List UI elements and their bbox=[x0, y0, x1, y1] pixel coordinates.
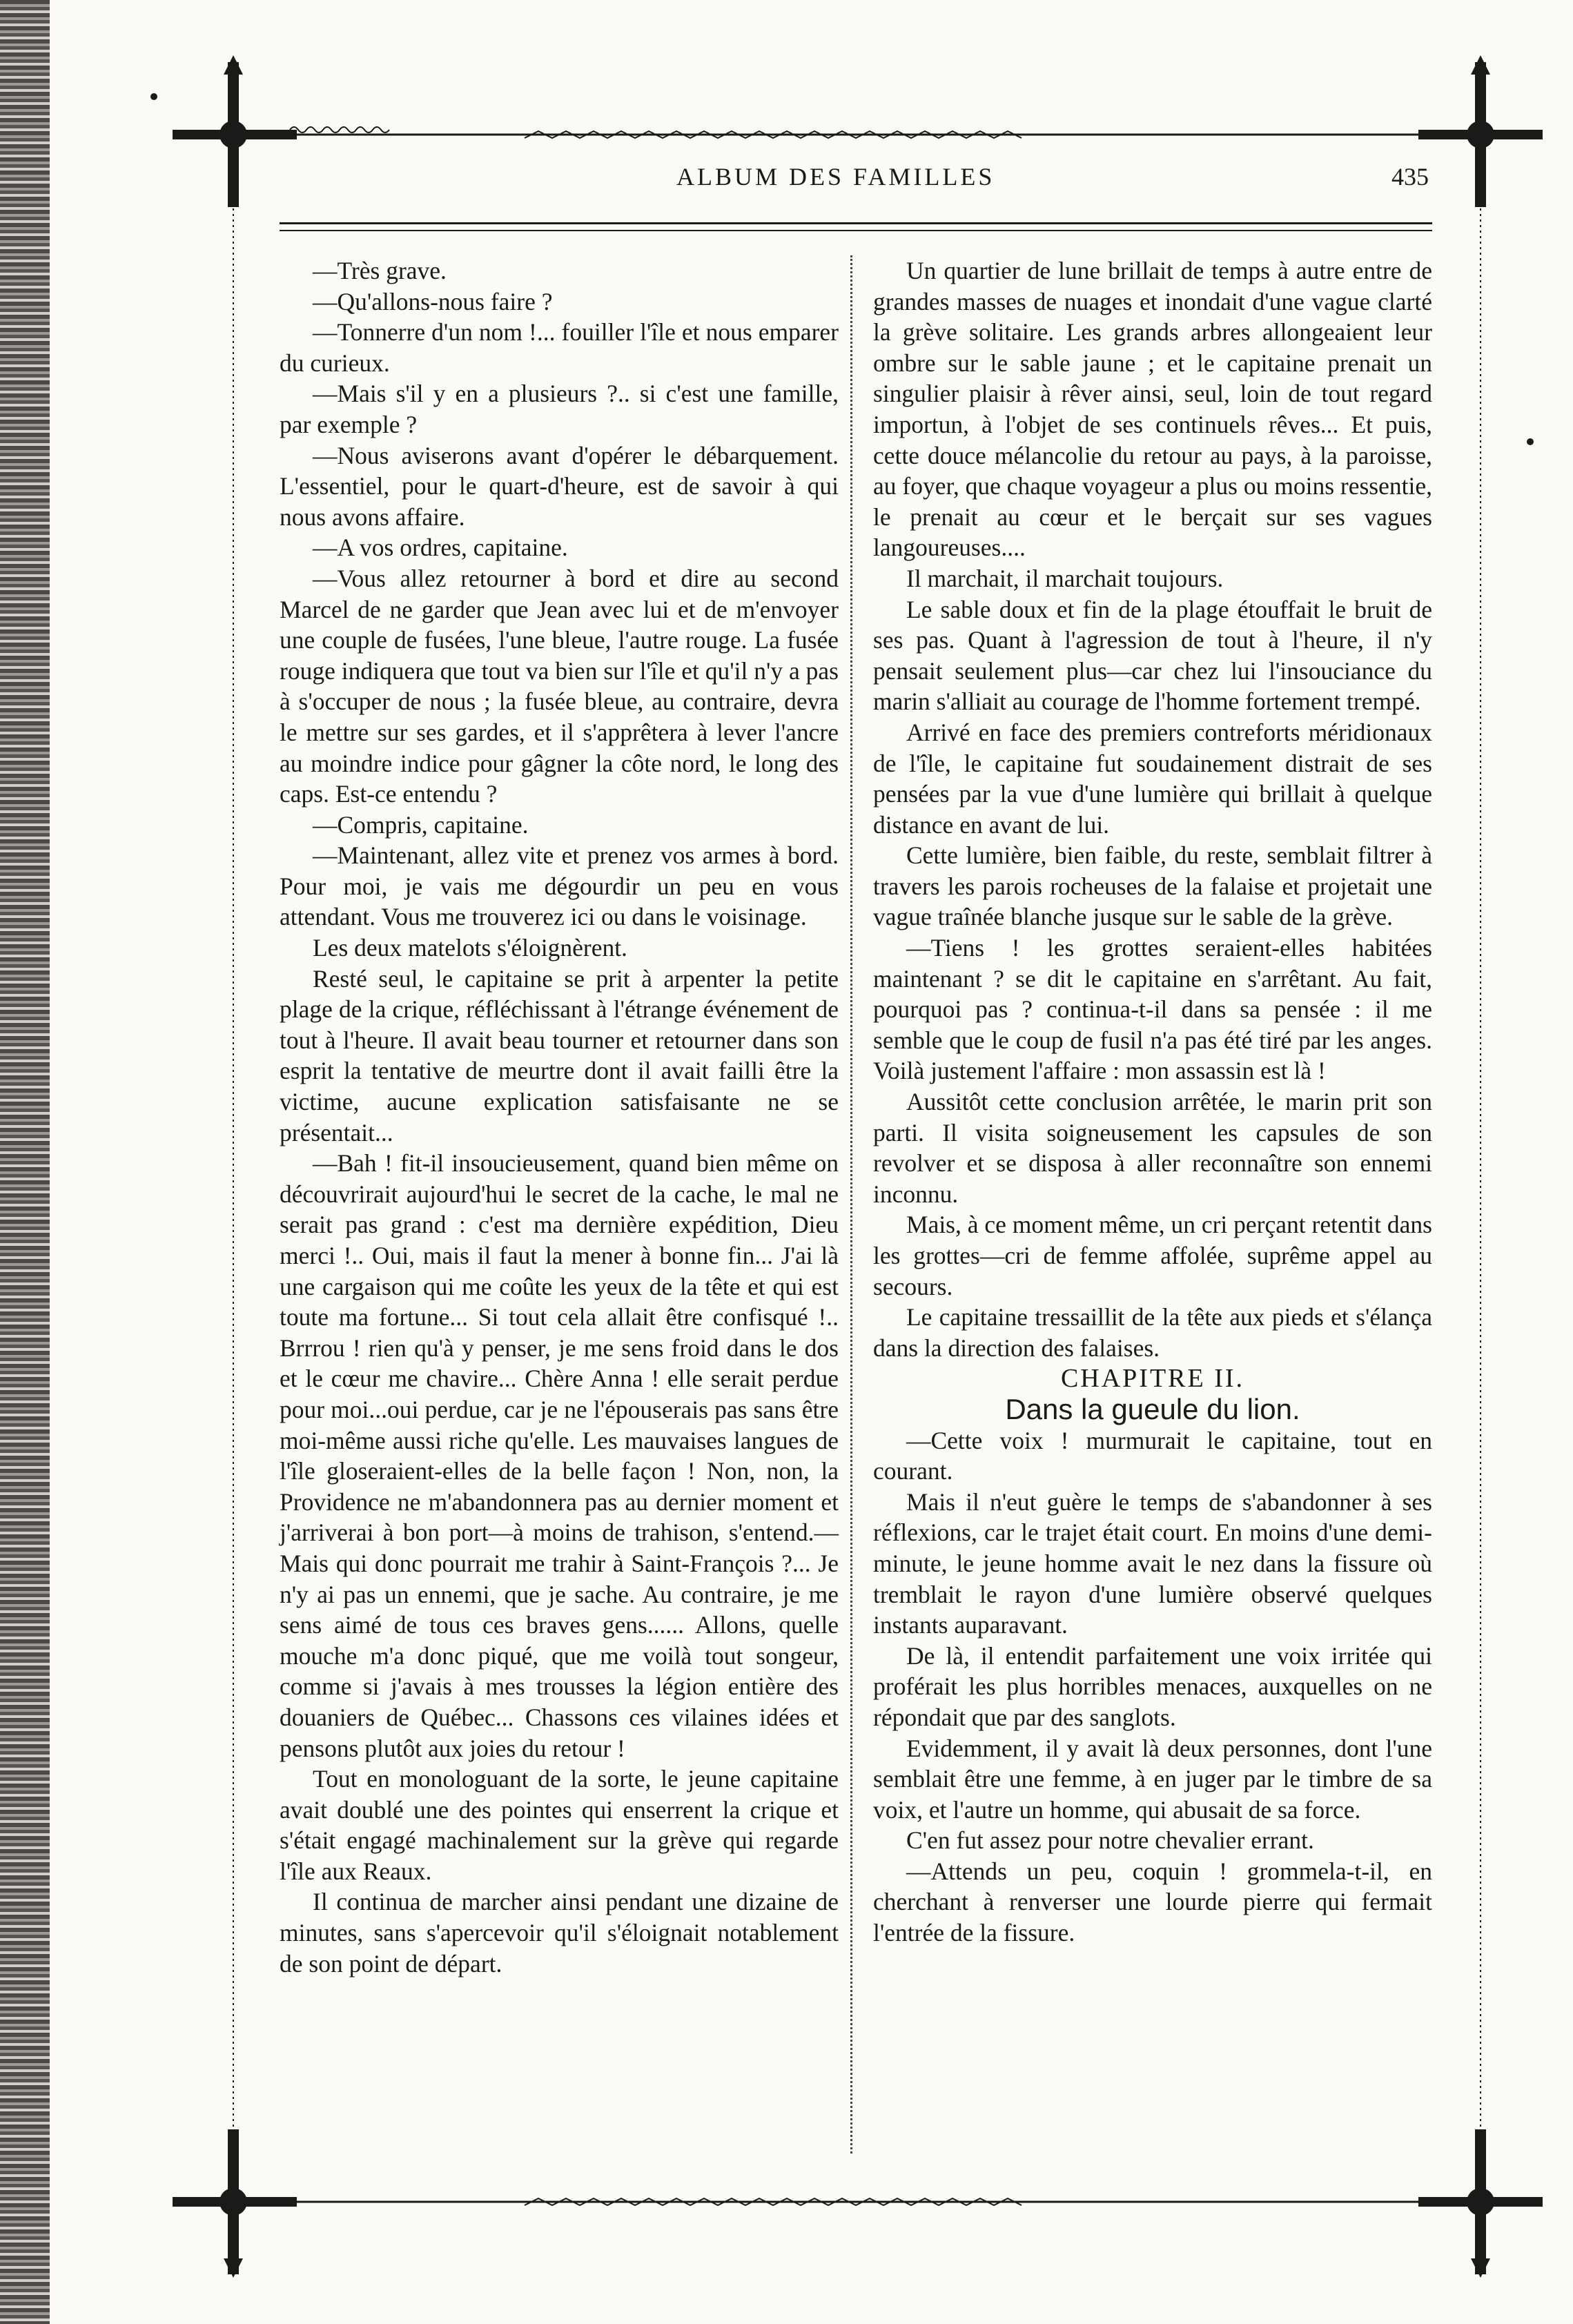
right-column bbox=[873, 255, 1432, 1949]
paragraph: Aussitôt cette conclusion arrêtée, le marin prit son parti. Il visita soigneusement les capsules de son revolver et se disposa à aller reconnaître son ennemi inconnu. bbox=[873, 1088, 1432, 1208]
paragraph: —Vous allez retourner à bord et dire au second Marcel de ne garder que Jean avec lui et de m'envoyer une couple de fusées, l'une bleue, l'autre rouge. La fusée rouge indiquera que tout va bien sur l'île et qu'il n'y a pas à s'occuper de nous ; la fusée bleue, au contraire, devra le mettre sur ses gardes, et il s'apprêtera à lever l'ancre au moindre indice pour gâgner la côte nord, le long des caps. Est-ce entendu ? bbox=[280, 564, 839, 808]
margin-dot bbox=[1527, 438, 1534, 445]
paragraph: Le capitaine tressaillit de la tête aux pieds et s'élança dans la direction des falaises. bbox=[873, 1303, 1432, 1362]
page-number: 435 bbox=[1391, 163, 1429, 191]
paragraph: Evidemment, il y avait là deux personnes, dont l'une semblait être une femme, à en juger par le timbre de sa voix, et l'autre un homme, qui abusait de sa force. bbox=[873, 1734, 1432, 1824]
column-separator bbox=[850, 255, 852, 2154]
paragraph: Il marchait, il marchait toujours. bbox=[906, 564, 1224, 592]
paragraph: —Tonnerre d'un nom !... fouiller l'île et nous emparer du curieux. bbox=[280, 318, 839, 377]
paragraph: —Nous aviserons avant d'opérer le débarquement. L'essentiel, pour le quart-d'heure, est de savoir à qui nous avons affaire. bbox=[280, 441, 839, 531]
paragraph: Un quartier de lune brillait de temps à autre entre de grandes masses de nuages et inondait d'une vague clarté la grève solitaire. Les grands arbres allongeaient leur ombre sur le sable jaune ; et le capitaine prenait un singulier plaisir à rêver ainsi, seul, loin de tout regard importun, à l'objet de ses continuels rêves... Et puis, cette douce mélancolie du retour au pays, à la paroisse, au foyer, que chaque voyageur a plus ou moins ressentie, le prenait au cœur et le berçait sur ses vagues langoureuses.... bbox=[873, 257, 1432, 562]
paragraph: Arrivé en face des premiers contreforts méridionaux de l'île, le capitaine fut soudainement distrait de ses pensées par la vue d'une lumière qui brillait à quelque distance en avant de lui. bbox=[873, 718, 1432, 839]
paragraph: —A vos ordres, capitaine. bbox=[313, 534, 568, 562]
header-rule bbox=[280, 222, 1432, 224]
paragraph: —Qu'allons-nous faire ? bbox=[313, 287, 553, 315]
paragraph: C'en fut assez pour notre chevalier errant. bbox=[906, 1826, 1314, 1855]
chapter-number: CHAPITRE II. bbox=[1060, 1364, 1245, 1394]
chapter-title: Dans la gueule du lion. bbox=[1005, 1392, 1300, 1425]
paragraph: De là, il entendit parfaitement une voix irritée qui proférait les plus horribles menaces, auxquelles on ne répondait que par des sanglots. bbox=[873, 1641, 1432, 1731]
page-header bbox=[242, 162, 1429, 211]
paragraph: —Tiens ! les grottes seraient-elles habitées maintenant ? se dit le capitaine en s'arrêtant. Au fait, pourquoi pas ? continua-t-il dans sa pensée : il me semble que le coup de fusil n'a pas été tiré par les anges. Voilà justement l'affaire : mon assassin est là ! bbox=[873, 934, 1432, 1085]
paragraph: Cette lumière, bien faible, du reste, semblait filtrer à travers les parois rocheuses de la falaise et projetait une vague traînée blanche jusque sur le sable de la grève. bbox=[873, 841, 1432, 931]
header-rule-thin bbox=[280, 230, 1432, 231]
paragraph: Les deux matelots s'éloignèrent. bbox=[313, 934, 627, 962]
paragraph: —Cette voix ! murmurait le capitaine, tout en courant. bbox=[873, 1426, 1432, 1485]
paragraph: —Bah ! fit-il insoucieusement, quand bien même on découvrirait aujourd'hui le secret de la cache, le mal ne serait pas grand : c'est ma dernière expédition, Dieu merci !.. Oui, mais il faut la mener à bonne fin... J'ai là une cargaison qui me coûte les yeux de la tête et qui est toute ma fortune... Si tout cela allait être confisqué !.. Brrrou ! rien qu'à y penser, je me sens froid dans le dos et le cœur me chavire... Chère Anna ! elle serait perdue pour moi...oui perdue, car je ne l'épouserais pas sans être moi-même aussi riche qu'elle. Les mauvaises langues de l'île gloseraient-elles de la belle façon ! Non, non, la Providence ne m'abandonnera pas au dernier moment et j'arriverai à bon port—à moins de trahison, s'entend.—Mais qui donc pourrait me trahir à Saint-François ?... Je n'y ai pas un ennemi, que je sache. Au contraire, je me sens aimé de tous ces braves gens...... Allons, quelle mouche m'a donc piqué, que me voilà tout songeur, comme si j'avais à mes trousses la légion entière des douaniers de Québec... Chassons ces vilaines idées et pensons plutôt aux joies du retour ! bbox=[280, 1149, 839, 1762]
paragraph: —Compris, capitaine. bbox=[313, 810, 529, 839]
paragraph: —Maintenant, allez vite et prenez vos armes à bord. Pour moi, je vais me dégourdir un peu en vous attendant. Vous me trouverez ici ou dans le voisinage. bbox=[280, 841, 839, 931]
paragraph: —Mais s'il y en a plusieurs ?.. si c'est une famille, par exemple ? bbox=[280, 380, 839, 438]
paragraph: Tout en monologuant de la sorte, le jeune capitaine avait doublé une des pointes qui enserrent la crique et s'était engagé machinalement sur la grève qui regarde l'île aux Reaux. bbox=[280, 1765, 839, 1885]
paragraph: —Attends un peu, coquin ! grommela-t-il, en cherchant à renverser une lourde pierre qui fermait l'entrée de la fissure. bbox=[873, 1857, 1432, 1947]
left-column bbox=[280, 255, 839, 1979]
paragraph: Mais, à ce moment même, un cri perçant retentit dans les grottes—cri de femme affolée, suprême appel au secours. bbox=[873, 1211, 1432, 1300]
paragraph: Il continua de marcher ainsi pendant une dizaine de minutes, sans s'apercevoir qu'il s'éloignait notablement de son point de départ. bbox=[280, 1888, 839, 1978]
paragraph: Resté seul, le capitaine se prit à arpenter la petite plage de la crique, réfléchissant à l'étrange événement de tout à l'heure. Il avait beau tourner et retourner dans son esprit la tentative de meurtre dont il avait failli être la victime, aucune explication satisfaisante ne se présentait... bbox=[280, 964, 839, 1146]
paragraph: —Très grave. bbox=[313, 257, 447, 284]
paragraph: Mais il n'eut guère le temps de s'abandonner à ses réflexions, car le trajet était court. En moins d'une demi-minute, le jeune homme avait le nez dans la fissure où tremblait le rayon d'une lumière observé quelques instants auparavant. bbox=[873, 1487, 1432, 1639]
margin-dot bbox=[150, 93, 157, 100]
paragraph: Le sable doux et fin de la plage étouffait le bruit de ses pas. Quant à l'agression de tout à l'heure, il n'y pensait seulement plus—car chez lui l'insouciance du marin s'alliait au courage de l'homme fortement trempé. bbox=[873, 595, 1432, 716]
running-title: ALBUM DES FAMILLES bbox=[676, 163, 995, 191]
